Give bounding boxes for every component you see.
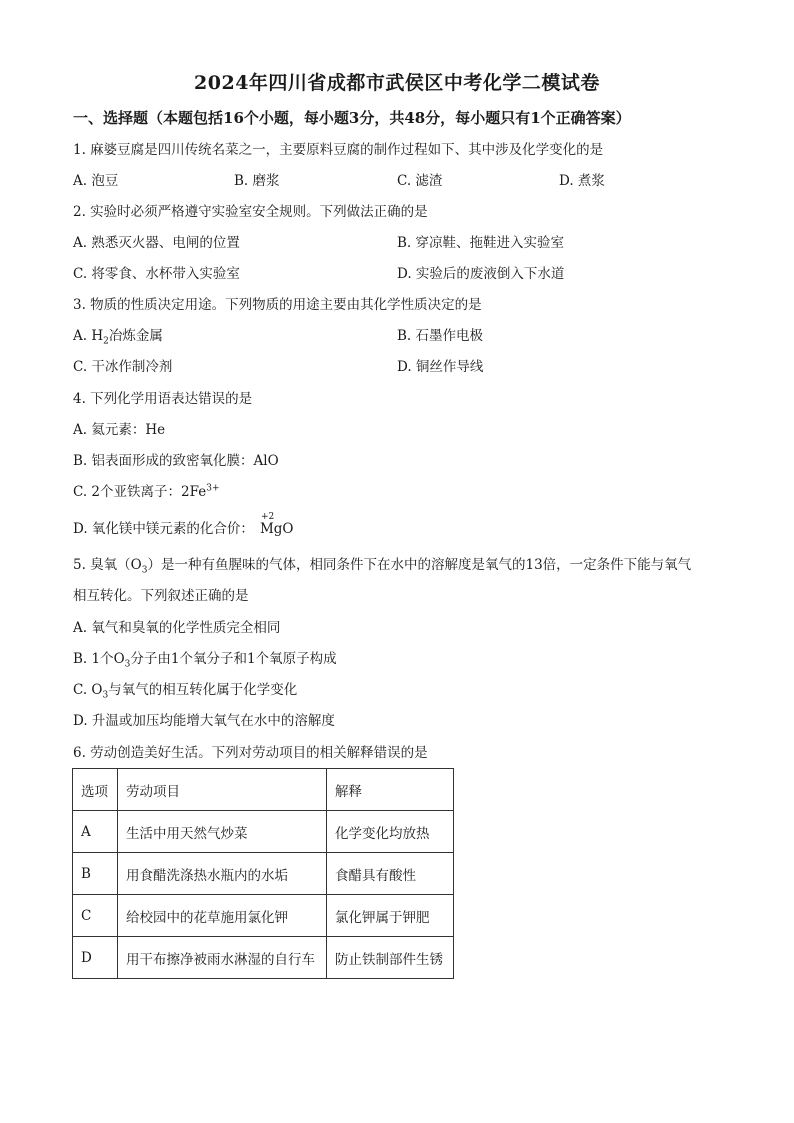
question-5-stem-line-1 bbox=[73, 556, 691, 574]
subscript: 3 bbox=[141, 565, 148, 576]
superscript: 3+ bbox=[206, 483, 220, 494]
question-2-option-b: B. 穿凉鞋、拖鞋进入实验室 bbox=[397, 235, 565, 251]
question-1-option-d: D. 煮浆 bbox=[559, 173, 605, 189]
section-heading: 一、选择题（本题包括16个小题，每小题3分，共48分，每小题只有1个正确答案） bbox=[73, 109, 631, 127]
question-3-option-a bbox=[73, 327, 163, 345]
header-cell: 解释 bbox=[327, 769, 454, 811]
question-1-stem: 1. 麻婆豆腐是四川传统名菜之一，主要原料豆腐的制作过程如下、其中涉及化学变化的是 bbox=[73, 142, 604, 158]
table-cell: 食醋具有酸性 bbox=[327, 853, 454, 895]
table-row bbox=[73, 895, 454, 937]
header-cell: 选项 bbox=[73, 769, 118, 811]
table-cell: 用干布擦净被雨水淋湿的自行车 bbox=[118, 937, 327, 979]
question-1-option-a: A. 泡豆 bbox=[73, 173, 119, 189]
question-5-option-a: A. 氧气和臭氧的化学性质完全相同 bbox=[73, 620, 281, 636]
table-row bbox=[73, 853, 454, 895]
labor-table bbox=[72, 768, 454, 979]
question-1-option-b: B. 磨浆 bbox=[234, 173, 280, 189]
stem-prefix: 5. 臭氧（O bbox=[73, 557, 142, 573]
question-2-stem: 2. 实验时必须严格遵守实验室安全规则。下列做法正确的是 bbox=[73, 204, 428, 220]
question-3-stem: 3. 物质的性质决定用途。下列物质的用途主要由其化学性质决定的是 bbox=[73, 297, 482, 313]
question-3-option-d: D. 铜丝作导线 bbox=[397, 359, 484, 375]
option-a-text: 冶炼金属 bbox=[108, 328, 163, 344]
option-a-prefix: A. H bbox=[73, 328, 104, 344]
table-cell: 氯化钾属于钾肥 bbox=[327, 895, 454, 937]
question-2-option-a: A. 熟悉灭火器、电闸的位置 bbox=[73, 235, 240, 251]
question-3-option-b: B. 石墨作电极 bbox=[397, 328, 484, 344]
question-3-option-c: C. 干冰作制冷剂 bbox=[73, 359, 173, 375]
question-4-option-d bbox=[73, 512, 294, 538]
valence-mark: +2 bbox=[260, 512, 275, 522]
table-cell: A bbox=[73, 811, 118, 853]
option-c-prefix: C. O bbox=[73, 682, 103, 698]
table-cell: 生活中用天然气炒菜 bbox=[118, 811, 327, 853]
question-1-option-c: C. 滤渣 bbox=[397, 173, 443, 189]
valence-formula bbox=[259, 512, 294, 538]
question-4-option-c bbox=[73, 483, 220, 501]
subscript: 3 bbox=[102, 690, 109, 701]
question-5-option-d: D. 升温或加压均能增大氧气在水中的溶解度 bbox=[73, 713, 335, 729]
table-row bbox=[73, 811, 454, 853]
page-title: 2024年四川省成都市武侯区中考化学二模试卷 bbox=[194, 72, 600, 94]
option-c-text: 与氧气的相互转化属于化学变化 bbox=[108, 682, 298, 698]
question-4-option-a: A. 氦元素：He bbox=[73, 422, 166, 438]
question-5-option-b bbox=[73, 650, 337, 668]
question-2-option-c: C. 将零食、水杯带入实验室 bbox=[73, 266, 240, 282]
option-c-prefix: C. 2个亚铁离子：2Fe bbox=[73, 484, 207, 500]
question-6-stem: 6. 劳动创造美好生活。下列对劳动项目的相关解释错误的是 bbox=[73, 745, 428, 761]
option-b-text: 分子由1个氧分子和1个氧原子构成 bbox=[130, 651, 337, 667]
table-header-row bbox=[73, 769, 454, 811]
formula: MgO bbox=[259, 521, 294, 537]
subscript: 3 bbox=[124, 659, 131, 670]
question-4-option-b: B. 铝表面形成的致密氧化膜：AlO bbox=[73, 453, 279, 469]
header-cell: 劳动项目 bbox=[118, 769, 327, 811]
subscript: 2 bbox=[103, 336, 109, 347]
stem-rest: ）是一种有鱼腥味的气体，相同条件下在水中的溶解度是氧气的13倍，一定条件下能与氧气 bbox=[147, 557, 692, 573]
table-cell: D bbox=[73, 937, 118, 979]
table-cell: 用食醋洗涤热水瓶内的水垢 bbox=[118, 853, 327, 895]
table-cell: 给校园中的花草施用氯化钾 bbox=[118, 895, 327, 937]
question-4-stem: 4. 下列化学用语表达错误的是 bbox=[73, 391, 253, 407]
option-d-prefix: D. 氧化镁中镁元素的化合价： bbox=[73, 521, 254, 537]
question-2-option-d: D. 实验后的废液倒入下水道 bbox=[397, 266, 565, 282]
table-row bbox=[73, 937, 454, 979]
question-5-option-c bbox=[73, 681, 297, 699]
table-cell: 化学变化均放热 bbox=[327, 811, 454, 853]
question-5-stem-line-2: 相互转化。下列叙述正确的是 bbox=[73, 588, 249, 604]
table-cell: 防止铁制部件生锈 bbox=[327, 937, 454, 979]
table-cell: B bbox=[73, 853, 118, 895]
option-b-prefix: B. 1个O bbox=[73, 651, 125, 667]
table-cell: C bbox=[73, 895, 118, 937]
